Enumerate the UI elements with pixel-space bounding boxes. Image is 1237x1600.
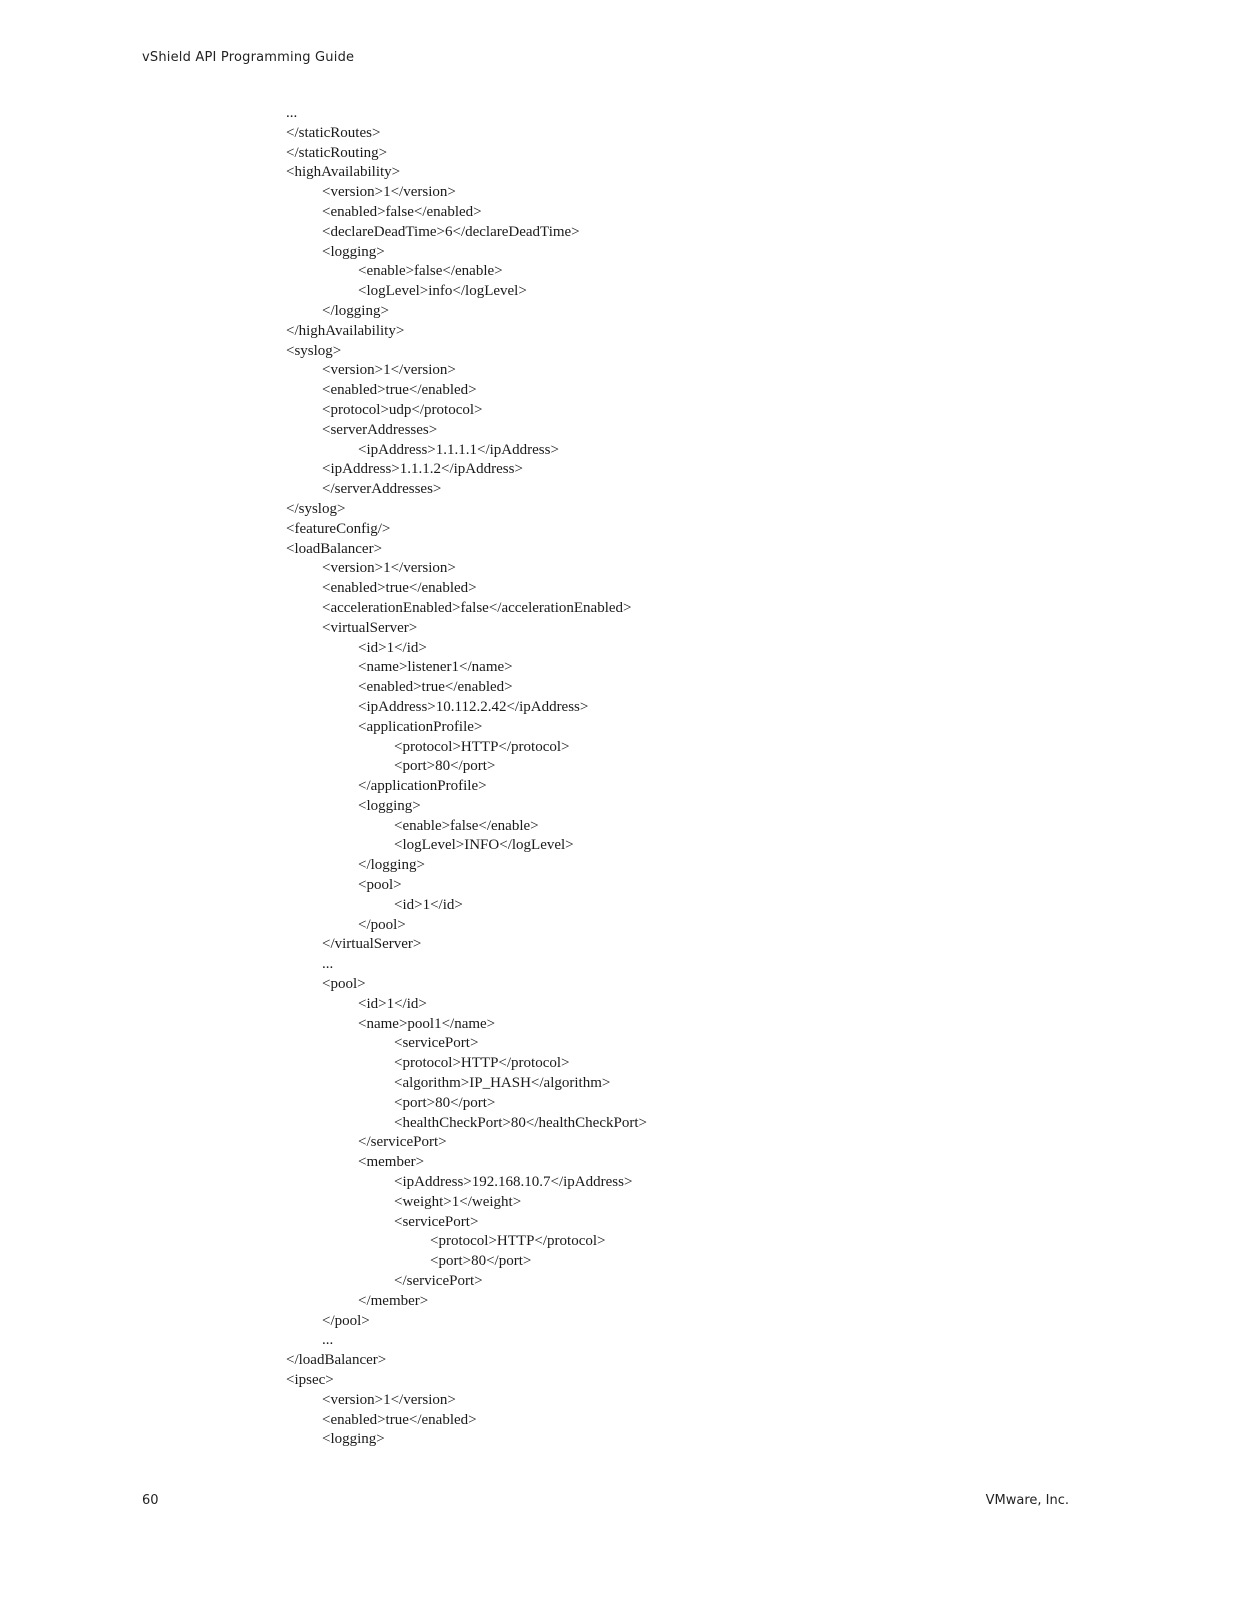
code-line: <ipAddress>192.168.10.7</ipAddress> [394,1174,633,1191]
code-line: <enable>false</enable> [394,817,539,834]
code-line: <servicePort> [394,1213,479,1230]
code-line: </staticRoutes> [286,124,381,141]
code-line: <serverAddresses> [322,421,438,438]
code-line: <logging> [358,797,421,814]
code-line: <ipAddress>10.112.2.42</ipAddress> [358,698,589,715]
code-line: <ipAddress>1.1.1.1</ipAddress> [358,441,559,458]
code-line: <port>80</port> [394,758,496,775]
page-number: 60 [142,1493,159,1508]
code-line: </virtualServer> [322,936,422,953]
code-line: <ipAddress>1.1.1.2</ipAddress> [322,461,523,478]
code-line: <name>listener1</name> [358,659,513,676]
code-line: </servicePort> [394,1273,483,1290]
code-line: </highAvailability> [286,322,405,339]
code-line: </syslog> [286,500,346,517]
xml-code-listing [286,104,647,1450]
code-line: <version>1</version> [322,560,456,577]
code-line: <enabled>true</enabled> [322,1411,477,1428]
code-line: </member> [358,1292,429,1309]
code-line: <name>pool1</name> [358,1015,496,1032]
code-line: <accelerationEnabled>false</accelerationEnabled> [322,599,632,616]
code-line: <protocol>udp</protocol> [322,401,483,418]
running-header-title: vShield API Programming Guide [142,50,355,65]
code-line: <id>1</id> [358,639,427,656]
code-line: ... [286,105,298,121]
code-line: <servicePort> [394,1035,479,1052]
code-line: <syslog> [286,342,342,359]
code-line: </staticRouting> [286,144,388,161]
code-line: </applicationProfile> [358,778,487,795]
code-line: ... [322,1332,334,1349]
code-line: </serverAddresses> [322,481,442,498]
code-line: <enabled>true</enabled> [322,580,477,597]
code-line: <version>1</version> [322,184,456,201]
code-line: <member> [358,1154,425,1171]
code-line: <highAvailability> [286,164,401,181]
code-line: <logging> [322,243,385,260]
code-line: </loadBalancer> [286,1352,387,1369]
code-line: <logLevel>info</logLevel> [358,283,527,300]
code-line: </logging> [322,302,389,319]
code-line: ... [322,956,334,973]
code-line: <enabled>true</enabled> [358,679,513,696]
code-line: <id>1</id> [394,896,463,913]
code-line: <enabled>true</enabled> [322,382,477,399]
code-line: <applicationProfile> [358,718,483,735]
code-line: <virtualServer> [322,619,418,636]
code-line: <algorithm>IP_HASH</algorithm> [394,1075,611,1092]
footer-company-name: VMware, Inc. [985,1493,1069,1508]
code-line: <port>80</port> [430,1253,532,1270]
code-line: <healthCheckPort>80</healthCheckPort> [394,1114,647,1131]
code-line: <loadBalancer> [286,540,383,557]
code-line: <pool> [358,877,402,894]
code-line: <logLevel>INFO</logLevel> [394,837,574,854]
code-line: <logging> [322,1431,385,1448]
code-line: <enable>false</enable> [358,263,503,280]
code-line: <enabled>false</enabled> [322,203,482,220]
code-line: <id>1</id> [358,995,427,1012]
code-line: <protocol>HTTP</protocol> [430,1233,606,1250]
code-line: <port>80</port> [394,1094,496,1111]
code-line: <version>1</version> [322,362,456,379]
code-line: <protocol>HTTP</protocol> [394,738,570,755]
code-line: </pool> [358,916,406,933]
code-line: <ipsec> [286,1372,334,1388]
code-line: <version>1</version> [322,1391,456,1408]
code-line: </servicePort> [358,1134,447,1151]
code-line: </pool> [322,1312,370,1329]
code-line: </logging> [358,857,425,874]
code-line: <declareDeadTime>6</declareDeadTime> [322,223,580,240]
code-line: <protocol>HTTP</protocol> [394,1055,570,1072]
code-line: <pool> [322,976,366,993]
code-line: <weight>1</weight> [394,1193,522,1210]
code-line: <featureConfig/> [286,520,391,537]
